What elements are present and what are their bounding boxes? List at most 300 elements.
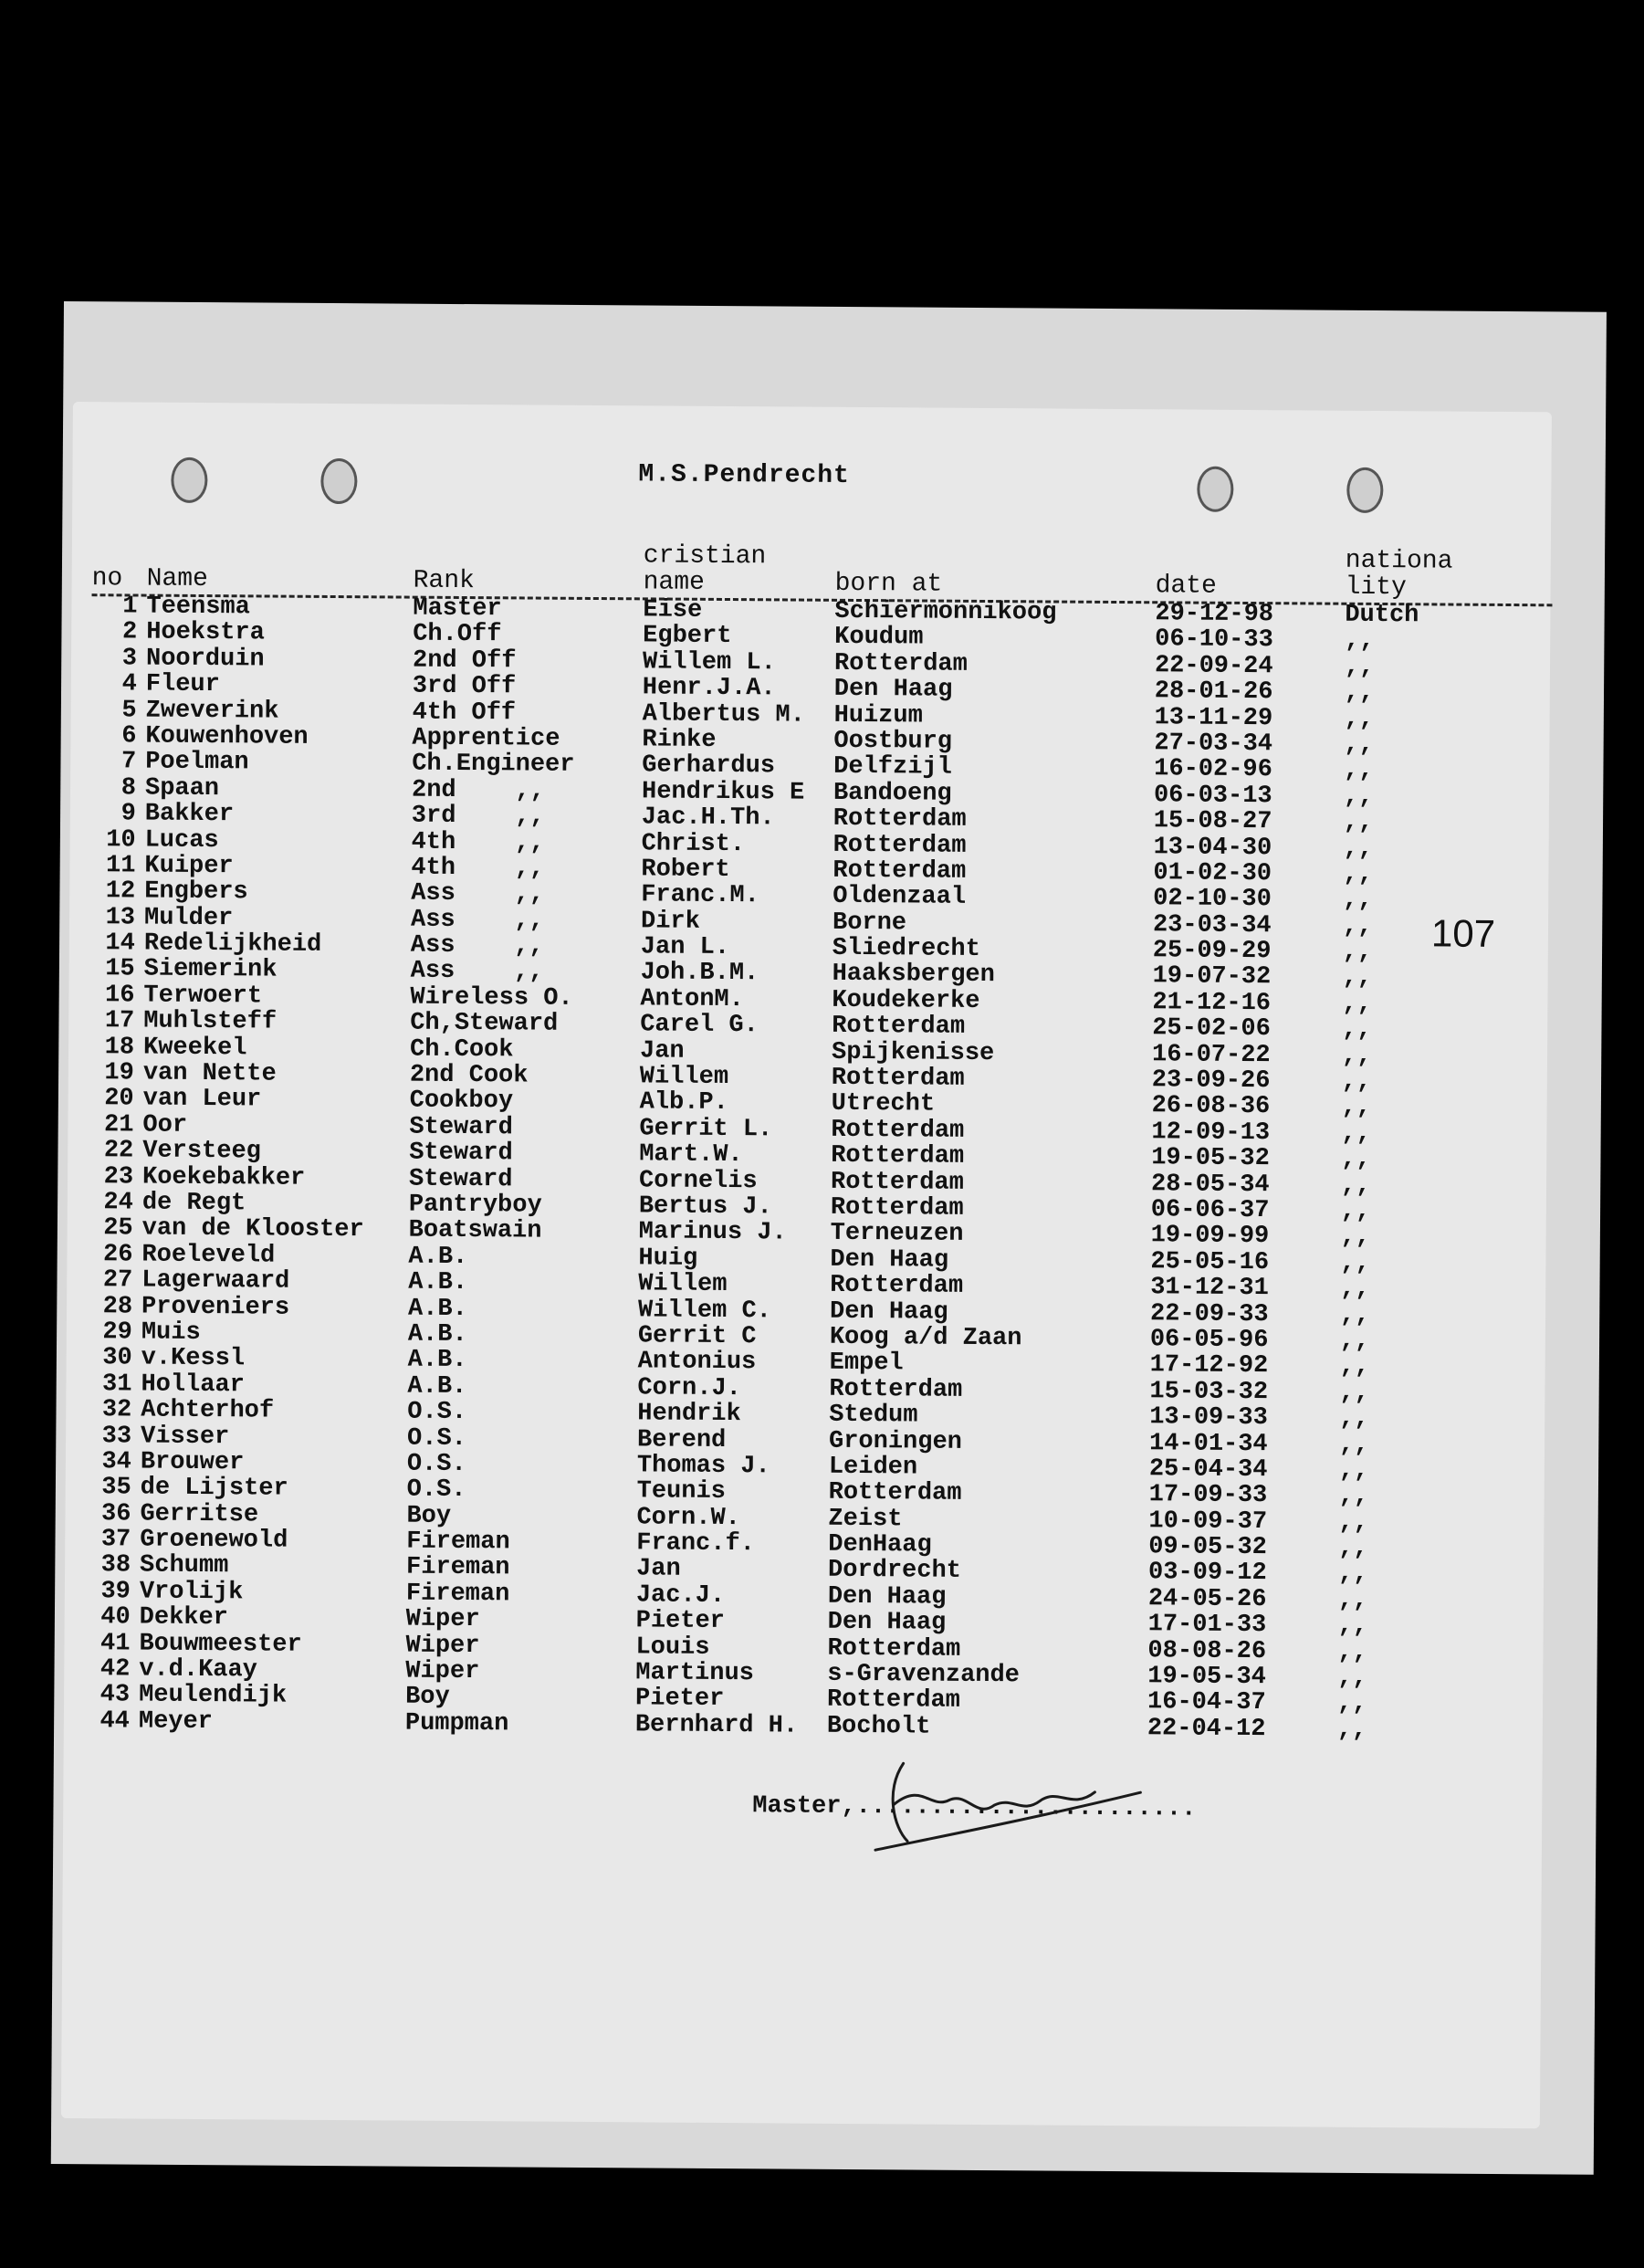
row-number: 19 bbox=[104, 1059, 134, 1087]
christian-name: Bernhard H. bbox=[634, 1711, 799, 1740]
christian-name: Cornelis bbox=[638, 1166, 758, 1195]
birth-date: 25-09-29 bbox=[1152, 937, 1272, 966]
crew-rank: Boatswain bbox=[408, 1216, 542, 1245]
crew-name: van Leur bbox=[142, 1085, 262, 1114]
birth-date: 22-04-12 bbox=[1147, 1715, 1266, 1743]
nationality: ,, bbox=[1344, 757, 1374, 785]
crew-rank: 4th ,, bbox=[411, 854, 545, 883]
christian-name: Henr.J.A. bbox=[642, 674, 776, 703]
christian-name: Carel G. bbox=[640, 1011, 759, 1040]
crew-name: Kweekel bbox=[142, 1034, 247, 1062]
row-number: 22 bbox=[103, 1137, 134, 1165]
crew-name: Meyer bbox=[138, 1707, 214, 1736]
birth-date: 23-03-34 bbox=[1152, 910, 1272, 940]
row-number: 12 bbox=[105, 877, 136, 906]
row-number: 16 bbox=[104, 982, 135, 1010]
row-number: 27 bbox=[102, 1266, 133, 1295]
birth-date: 16-04-37 bbox=[1147, 1688, 1266, 1717]
nationality: ,, bbox=[1341, 1119, 1371, 1148]
birthplace: Rotterdam bbox=[832, 856, 967, 886]
row-number: 9 bbox=[120, 800, 136, 828]
nationality: ,, bbox=[1344, 678, 1375, 708]
crew-rank: 2nd Off bbox=[412, 646, 517, 676]
row-number: 10 bbox=[106, 825, 136, 855]
crew-rank: A.B. bbox=[407, 1295, 467, 1323]
punch-hole-icon bbox=[320, 458, 357, 504]
row-number: 28 bbox=[102, 1292, 133, 1321]
crew-rank: Ass ,, bbox=[410, 958, 544, 987]
birth-date: 14-01-34 bbox=[1148, 1429, 1268, 1458]
nationality: ,, bbox=[1338, 1456, 1369, 1485]
crew-rank: Boy bbox=[404, 1683, 450, 1712]
crew-rank: Apprentice bbox=[412, 724, 560, 753]
crew-rank: Steward bbox=[409, 1139, 513, 1168]
birthplace: Haaksbergen bbox=[832, 961, 995, 990]
crew-name: Koekebakker bbox=[141, 1163, 306, 1192]
crew-name: Gerritse bbox=[140, 1500, 259, 1529]
birth-date: 28-05-34 bbox=[1150, 1170, 1270, 1199]
crew-name: Brouwer bbox=[140, 1448, 245, 1477]
nationality: ,, bbox=[1345, 627, 1375, 656]
crew-name: Kuiper bbox=[144, 852, 234, 881]
birthplace: Den Haag bbox=[827, 1582, 947, 1612]
nationality: ,, bbox=[1343, 835, 1374, 863]
birthplace: Rotterdam bbox=[832, 1013, 966, 1042]
row-number: 34 bbox=[101, 1448, 131, 1476]
birth-date: 25-05-16 bbox=[1150, 1248, 1270, 1276]
header-christian-name: cristian name bbox=[643, 541, 767, 597]
birth-date: 08-08-26 bbox=[1147, 1636, 1267, 1665]
row-number: 5 bbox=[121, 696, 137, 725]
crew-name: Oor bbox=[142, 1111, 188, 1139]
crew-name: van Nette bbox=[142, 1059, 277, 1088]
birth-date: 01-02-30 bbox=[1153, 859, 1272, 888]
nationality: ,, bbox=[1337, 1664, 1367, 1692]
row-number: 18 bbox=[104, 1033, 135, 1062]
page-number: 107 bbox=[1430, 911, 1496, 955]
crew-name: Dekker bbox=[139, 1603, 229, 1633]
birthplace: Koudum bbox=[834, 624, 924, 652]
birthplace: Dordrecht bbox=[827, 1557, 962, 1586]
crew-name: van de Klooster bbox=[141, 1214, 364, 1244]
christian-name: Bertus J. bbox=[638, 1192, 772, 1222]
row-number: 36 bbox=[100, 1499, 131, 1528]
birthplace: Rotterdam bbox=[830, 1271, 964, 1300]
birthplace: Huizum bbox=[833, 701, 923, 730]
crew-name: Lucas bbox=[144, 826, 219, 855]
crew-name: Visser bbox=[140, 1423, 230, 1451]
crew-name: Mulder bbox=[143, 904, 234, 932]
nationality: ,, bbox=[1340, 1249, 1370, 1277]
row-number: 13 bbox=[105, 903, 136, 932]
crew-rank: 4th Off bbox=[412, 698, 517, 727]
crew-name: Roeleveld bbox=[141, 1241, 276, 1270]
crew-rank: 2nd Cook bbox=[409, 1061, 529, 1090]
crew-name: Spaan bbox=[144, 774, 220, 803]
christian-name: Albertus M. bbox=[642, 699, 805, 730]
birthplace: Groningen bbox=[828, 1427, 963, 1456]
crew-rank: O.S. bbox=[406, 1424, 467, 1453]
birthplace: Rotterdam bbox=[828, 1479, 962, 1508]
nationality: ,, bbox=[1337, 1560, 1368, 1589]
crew-rank: Ch.Cook bbox=[409, 1035, 514, 1065]
crew-name: Versteeg bbox=[142, 1137, 261, 1166]
christian-name: Gerrit L. bbox=[639, 1115, 773, 1144]
birth-date: 17-01-33 bbox=[1147, 1611, 1267, 1640]
birthplace: Rotterdam bbox=[831, 1116, 965, 1145]
birth-date: 16-02-96 bbox=[1154, 755, 1272, 784]
nationality: ,, bbox=[1342, 990, 1372, 1018]
crew-name: Groenewold bbox=[140, 1526, 288, 1555]
row-number: 41 bbox=[99, 1629, 131, 1658]
row-number: 17 bbox=[104, 1007, 135, 1035]
nationality: ,, bbox=[1341, 1145, 1371, 1174]
row-number: 15 bbox=[105, 955, 135, 983]
row-number: 44 bbox=[99, 1707, 131, 1736]
christian-name: Thomas J. bbox=[636, 1452, 770, 1481]
christian-name: Pieter bbox=[635, 1607, 726, 1636]
christian-name: Dirk bbox=[640, 908, 700, 936]
crew-name: de Regt bbox=[141, 1189, 246, 1218]
row-number: 32 bbox=[101, 1396, 132, 1424]
birth-date: 19-09-99 bbox=[1150, 1222, 1270, 1251]
crew-name: Siemerink bbox=[143, 956, 277, 985]
birthplace: Rotterdam bbox=[832, 831, 967, 860]
christian-name: Marinus J. bbox=[638, 1218, 787, 1247]
birth-date: 22-09-33 bbox=[1149, 1299, 1269, 1328]
christian-name: Alb.P. bbox=[639, 1088, 728, 1118]
row-number: 14 bbox=[105, 929, 135, 958]
crew-rank: A.B. bbox=[407, 1346, 467, 1375]
nationality: ,, bbox=[1343, 887, 1373, 915]
nationality: ,, bbox=[1336, 1716, 1367, 1744]
header-rank: Rank bbox=[413, 566, 475, 596]
row-number: 3 bbox=[121, 645, 138, 673]
birth-date: 25-04-34 bbox=[1148, 1455, 1268, 1485]
row-number: 20 bbox=[104, 1085, 134, 1113]
birth-date: 13-04-30 bbox=[1153, 833, 1272, 862]
crew-name: Engbers bbox=[144, 877, 248, 907]
crew-name: Teensma bbox=[146, 593, 250, 622]
birthplace: Bandoeng bbox=[832, 779, 952, 808]
row-number: 30 bbox=[102, 1344, 132, 1372]
birthplace: s-Gravenzande bbox=[827, 1660, 1021, 1690]
christian-name: Hendrik bbox=[637, 1400, 741, 1429]
crew-table bbox=[84, 593, 1553, 1744]
birthplace: Koog a/d Zaan bbox=[829, 1323, 1022, 1353]
birth-date: 29-12-98 bbox=[1155, 600, 1274, 629]
row-number: 38 bbox=[100, 1551, 131, 1580]
christian-name: Willem C. bbox=[637, 1296, 771, 1325]
birthplace: Rotterdam bbox=[829, 1375, 963, 1404]
birth-date: 23-09-26 bbox=[1151, 1066, 1271, 1096]
crew-rank: 4th ,, bbox=[411, 828, 545, 857]
nationality: ,, bbox=[1337, 1612, 1368, 1641]
header-no: no bbox=[91, 564, 123, 593]
birthplace: Sliedrecht bbox=[832, 934, 980, 964]
birth-date: 09-05-32 bbox=[1148, 1533, 1267, 1562]
birthplace: Rotterdam bbox=[832, 804, 967, 834]
nationality: ,, bbox=[1336, 1690, 1367, 1718]
birth-date: 22-09-24 bbox=[1154, 652, 1273, 680]
birthplace: Den Haag bbox=[829, 1297, 948, 1327]
crew-rank: A.B. bbox=[407, 1320, 467, 1349]
crew-rank: A.B. bbox=[408, 1268, 468, 1297]
birthplace: DenHaag bbox=[828, 1530, 932, 1559]
header-date: date bbox=[1155, 572, 1217, 601]
birthplace: Leiden bbox=[828, 1453, 918, 1482]
row-number: 26 bbox=[102, 1241, 133, 1269]
crew-name: v.d.Kaay bbox=[139, 1655, 258, 1685]
row-number: 1 bbox=[122, 593, 138, 621]
crew-name: Hoekstra bbox=[146, 618, 265, 647]
master-signature-line: Master,....................... bbox=[752, 1792, 1197, 1823]
nationality: ,, bbox=[1339, 1404, 1369, 1433]
birth-date: 16-07-22 bbox=[1151, 1040, 1271, 1069]
crew-rank: Wiper bbox=[405, 1632, 480, 1660]
birthplace: Den Haag bbox=[830, 1245, 949, 1275]
crew-rank: Pantryboy bbox=[408, 1191, 542, 1220]
crew-rank: A.B. bbox=[408, 1243, 468, 1271]
row-number: 24 bbox=[103, 1189, 133, 1217]
christian-name: AntonM. bbox=[640, 985, 744, 1014]
birthplace: Empel bbox=[829, 1349, 904, 1378]
birthplace: Bocholt bbox=[826, 1712, 931, 1741]
nationality: ,, bbox=[1343, 782, 1374, 811]
birth-date: 06-03-13 bbox=[1153, 782, 1272, 810]
nationality: ,, bbox=[1342, 938, 1373, 967]
punch-hole-icon bbox=[171, 457, 207, 503]
crew-name: Achterhof bbox=[141, 1396, 275, 1425]
row-number: 2 bbox=[121, 618, 138, 646]
crew-rank: Steward bbox=[408, 1165, 513, 1193]
nationality: ,, bbox=[1341, 1042, 1372, 1070]
row-number: 21 bbox=[103, 1111, 134, 1139]
crew-name: Vrolijk bbox=[139, 1578, 244, 1607]
row-number: 39 bbox=[100, 1578, 131, 1606]
birthplace: Koudekerke bbox=[832, 986, 980, 1015]
crew-rank: 3rd ,, bbox=[411, 802, 545, 831]
christian-name: Franc.M. bbox=[641, 881, 759, 910]
birthplace: Rotterdam bbox=[827, 1634, 961, 1664]
birthplace: Rotterdam bbox=[833, 649, 968, 678]
birth-date: 06-10-33 bbox=[1155, 625, 1273, 655]
birth-date: 17-12-92 bbox=[1149, 1351, 1269, 1381]
nationality: ,, bbox=[1343, 808, 1374, 837]
crew-name: Muhlsteff bbox=[143, 1007, 277, 1036]
row-number: 31 bbox=[101, 1370, 132, 1399]
christian-name: Martinus bbox=[635, 1659, 755, 1688]
nationality: ,, bbox=[1342, 912, 1373, 940]
crew-name: Kouwenhoven bbox=[145, 722, 309, 751]
crew-name: Schumm bbox=[139, 1551, 229, 1580]
birth-date: 24-05-26 bbox=[1147, 1585, 1267, 1614]
christian-name: Joh.B.M. bbox=[640, 959, 759, 988]
nationality: ,, bbox=[1342, 964, 1373, 992]
crew-rank: 2nd ,, bbox=[411, 776, 545, 805]
crew-rank: Fireman bbox=[406, 1528, 510, 1557]
birthplace: Schiermonnikoog bbox=[834, 597, 1057, 627]
header-nationality: nationa lity bbox=[1345, 546, 1453, 603]
birthplace: Zeist bbox=[828, 1505, 903, 1534]
crew-name: Noorduin bbox=[145, 645, 265, 674]
christian-name: Franc.f. bbox=[636, 1529, 756, 1559]
row-number: 43 bbox=[99, 1681, 131, 1709]
row-number: 25 bbox=[103, 1214, 133, 1243]
crew-name: de Lijster bbox=[140, 1474, 288, 1503]
nationality: ,, bbox=[1344, 653, 1375, 681]
nationality: ,, bbox=[1344, 730, 1374, 759]
crew-name: Bakker bbox=[144, 800, 235, 829]
crew-name: Bouwmeester bbox=[139, 1630, 302, 1659]
birth-date: 17-09-33 bbox=[1148, 1481, 1268, 1510]
birth-date: 12-09-13 bbox=[1151, 1118, 1271, 1147]
nationality: Dutch bbox=[1345, 601, 1419, 630]
handwritten-signature-icon bbox=[866, 1754, 1159, 1865]
nationality: ,, bbox=[1341, 1067, 1372, 1096]
crew-rank: Ch.Engineer bbox=[412, 750, 575, 780]
nationality: ,, bbox=[1339, 1301, 1370, 1329]
crew-list-page bbox=[61, 402, 1552, 2128]
birthplace: Spijkenisse bbox=[831, 1038, 995, 1067]
nationality: ,, bbox=[1337, 1586, 1368, 1614]
birthplace: Oldenzaal bbox=[832, 883, 967, 912]
christian-name: Eise bbox=[643, 596, 703, 625]
birthplace: Rotterdam bbox=[831, 1064, 965, 1093]
christian-name: Rinke bbox=[642, 726, 717, 754]
crew-rank: Steward bbox=[409, 1113, 513, 1142]
crew-rank: Wireless O. bbox=[410, 983, 573, 1013]
crew-name: Zweverink bbox=[145, 697, 279, 726]
crew-rank: Ass ,, bbox=[411, 879, 545, 908]
birthplace: Borne bbox=[832, 908, 907, 938]
row-number: 33 bbox=[101, 1422, 132, 1450]
nationality: ,, bbox=[1338, 1534, 1368, 1562]
nationality: ,, bbox=[1337, 1638, 1367, 1666]
crew-name: v.Kessl bbox=[141, 1344, 246, 1373]
birth-date: 28-01-26 bbox=[1154, 677, 1273, 707]
christian-name: Jan bbox=[639, 1036, 685, 1066]
crew-rank: Fireman bbox=[405, 1554, 510, 1582]
christian-name: Teunis bbox=[636, 1477, 727, 1507]
row-number: 29 bbox=[102, 1318, 132, 1347]
christian-name: Willem bbox=[638, 1270, 728, 1299]
crew-name: Poelman bbox=[145, 748, 249, 777]
christian-name: Robert bbox=[641, 856, 730, 884]
birthplace: Stedum bbox=[829, 1401, 918, 1430]
crew-rank: Master bbox=[413, 594, 502, 624]
crew-rank: Ch.Off bbox=[413, 620, 502, 649]
crew-rank: Ass ,, bbox=[410, 931, 544, 961]
christian-name: Louis bbox=[635, 1633, 710, 1662]
nationality: ,, bbox=[1338, 1508, 1368, 1537]
christian-name: Hendrikus E bbox=[641, 778, 805, 807]
nationality: ,, bbox=[1344, 705, 1375, 733]
birth-date: 15-08-27 bbox=[1153, 807, 1272, 836]
nationality: ,, bbox=[1340, 1275, 1370, 1304]
crew-rank: 3rd Off bbox=[412, 672, 517, 701]
crew-name: Lagerwaard bbox=[141, 1266, 290, 1296]
birth-date: 02-10-30 bbox=[1153, 885, 1272, 914]
birth-date: 13-11-29 bbox=[1154, 703, 1273, 732]
ship-title: M.S.Pendrecht bbox=[638, 460, 850, 490]
christian-name: Jan L. bbox=[640, 933, 730, 962]
row-number: 6 bbox=[121, 722, 137, 751]
crew-rank: A.B. bbox=[407, 1372, 467, 1401]
birth-date: 19-07-32 bbox=[1152, 962, 1272, 992]
birthplace: Oostburg bbox=[833, 727, 953, 756]
nationality: ,, bbox=[1340, 1171, 1371, 1200]
christian-name: Egbert bbox=[643, 622, 732, 651]
crew-name: Proveniers bbox=[141, 1293, 290, 1322]
birth-date: 21-12-16 bbox=[1152, 989, 1272, 1018]
crew-name: Fleur bbox=[145, 670, 220, 699]
crew-name: Meulendijk bbox=[139, 1681, 288, 1711]
birth-date: 19-05-32 bbox=[1151, 1144, 1270, 1173]
birth-date: 06-06-37 bbox=[1150, 1196, 1270, 1225]
birthplace: Terneuzen bbox=[830, 1220, 964, 1249]
christian-name: Corn.W. bbox=[636, 1504, 741, 1532]
header-born-at: born at bbox=[834, 569, 943, 599]
punch-hole-icon bbox=[1346, 467, 1383, 513]
nationality: ,, bbox=[1339, 1327, 1370, 1355]
birthplace: Den Haag bbox=[833, 676, 953, 704]
nationality: ,, bbox=[1339, 1379, 1369, 1407]
nationality: ,, bbox=[1342, 1015, 1372, 1045]
christian-name: Jan bbox=[635, 1555, 681, 1584]
crew-rank: Ch,Steward bbox=[410, 1009, 559, 1038]
row-number: 4 bbox=[121, 670, 137, 698]
christian-name: Antonius bbox=[637, 1348, 757, 1377]
christian-name: Gerhardus bbox=[642, 751, 776, 781]
birthplace: Utrecht bbox=[831, 1090, 936, 1119]
birthplace: Rotterdam bbox=[830, 1168, 964, 1197]
punch-hole-icon bbox=[1197, 467, 1233, 512]
crew-rank: Boy bbox=[406, 1502, 452, 1530]
christian-name: Willem bbox=[639, 1063, 729, 1092]
crew-rank: Fireman bbox=[405, 1580, 510, 1609]
row-number: 35 bbox=[101, 1474, 131, 1502]
christian-name: Mart.W. bbox=[639, 1140, 743, 1170]
christian-name: Jac.H.Th. bbox=[641, 803, 775, 833]
nationality: ,, bbox=[1341, 1094, 1372, 1122]
crew-rank: Pumpman bbox=[404, 1709, 509, 1738]
birth-date: 03-09-12 bbox=[1147, 1559, 1267, 1588]
nationality: ,, bbox=[1338, 1431, 1369, 1459]
birthplace: Den Haag bbox=[827, 1609, 947, 1637]
crew-rank: Ass ,, bbox=[410, 906, 544, 935]
crew-rank: O.S. bbox=[406, 1450, 466, 1478]
crew-rank: O.S. bbox=[407, 1398, 467, 1427]
header-name: Name bbox=[146, 564, 208, 594]
nationality: ,, bbox=[1340, 1223, 1371, 1252]
row-number: 37 bbox=[100, 1526, 131, 1554]
crew-rank: Cookboy bbox=[409, 1087, 514, 1116]
crew-rank: O.S. bbox=[406, 1475, 466, 1505]
birth-date: 26-08-36 bbox=[1151, 1092, 1271, 1121]
birthplace: Rotterdam bbox=[831, 1142, 965, 1171]
nationality: ,, bbox=[1340, 1197, 1371, 1225]
christian-name: Huig bbox=[638, 1244, 698, 1273]
birth-date: 31-12-31 bbox=[1150, 1274, 1269, 1303]
birth-date: 15-03-32 bbox=[1149, 1377, 1269, 1406]
birth-date: 25-02-06 bbox=[1152, 1014, 1271, 1044]
crew-name: Muis bbox=[141, 1318, 201, 1347]
crew-rank: Wiper bbox=[405, 1605, 480, 1634]
christian-name: Berend bbox=[636, 1425, 727, 1454]
birthplace: Rotterdam bbox=[826, 1686, 961, 1716]
nationality: ,, bbox=[1338, 1482, 1369, 1511]
